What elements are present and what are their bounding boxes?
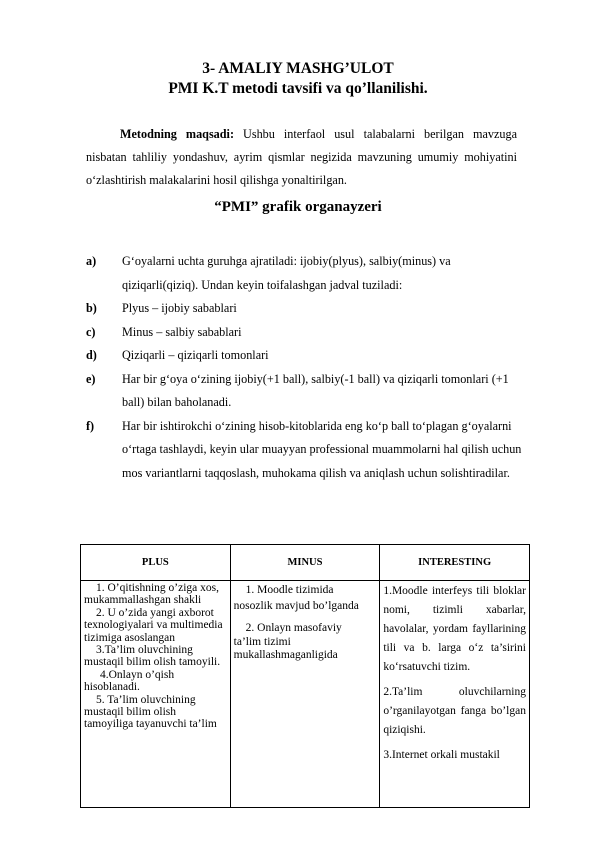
section-heading: “PMI” grafik organayzeri (214, 199, 382, 215)
list-item (86, 321, 526, 345)
plus-header: PLUS (81, 545, 231, 581)
list-marker: b) (86, 301, 97, 315)
page-subtitle: PMI K.T metodi tavsifi va qo’llanilishi. (168, 80, 428, 97)
list-marker: e) (86, 371, 96, 386)
list-item (86, 250, 526, 297)
interesting-header: INTERESTING (380, 545, 530, 581)
plus-item-1: 1. O’qitishning o’ziga xos, (96, 582, 219, 594)
plus-cell (81, 581, 231, 808)
steps-list (86, 250, 526, 485)
plus-item-3: 3.Ta’lim oluvchining (96, 644, 193, 657)
plus-item-4-cont: hisoblanadi. (84, 681, 140, 694)
list-item (86, 415, 526, 486)
list-marker: d) (86, 348, 97, 362)
list-text: Qiziqarli – qiziqarli tomonlari (122, 348, 269, 362)
list-item (86, 344, 526, 368)
table-row (81, 581, 530, 808)
plus-item-5-cont: mustaqil bilim olish tamoyiliga tayanuvchi ta’lim (84, 706, 217, 731)
list-text: Har bir ishtirokchi o‘zining hisob-kitoblarida eng ko‘p ball to‘plagan g‘oyalarni o‘rtaga tashlaydi, keyin ular muayyan professional muammolarni hal qilish uchun mos variantlarni taqqoslash, muhokama qilish va aniqlash uchun solishtiradilar. (122, 418, 522, 480)
interesting-item-3: 3.Internet orkali mustakil (383, 749, 500, 761)
intro-lead: Metodning maqsadi: (120, 127, 234, 141)
page-title: 3- AMALIY MASHG’ULOT (202, 60, 394, 77)
plus-item-2-cont: texnologiyalari va multimedia tizimiga asoslangan (84, 619, 223, 644)
list-marker: c) (86, 324, 96, 339)
list-marker: f) (86, 418, 95, 433)
list-item (86, 368, 526, 415)
plus-item-3-cont: mustaqil bilim olish tamoyili. (84, 656, 221, 669)
plus-item-5: 5. Ta’lim oluvchining (96, 693, 196, 706)
minus-item-1-cont: nosozlik mavjud bo’lganda (233, 600, 359, 612)
interesting-cell (380, 581, 530, 808)
minus-item-2-cont: ta’lim tizimi mukallashmaganligida (233, 636, 338, 661)
interesting-item-1: 1.Moodle interfeys tili bloklar nomi, tizimli xabarlar, havolalar, yordam fayllarining tili va b. larga o‘z ta’sirini ko‘rsatuvchi tizim. (383, 585, 526, 673)
list-text: G‘oyalarni uchta guruhga ajratiladi: ijobiy(plyus), salbiy(minus) va qiziqarli(qiziq). Undan keyin toifalashgan jadval tuziladi: (122, 254, 451, 292)
list-item (86, 297, 526, 321)
plus-item-4: 4.Onlayn o’qish (100, 668, 175, 681)
plus-item-2: 2. U o’zida yangi axborot (96, 606, 214, 619)
intro-paragraph (86, 123, 517, 192)
list-text: Minus – salbiy sabablari (122, 324, 242, 339)
pmi-table (80, 544, 530, 808)
plus-item-1-cont: mukammallashgan shakli (84, 594, 202, 607)
table-header-row (81, 545, 530, 581)
interesting-item-2: 2.Ta’lim oluvchilarning o’rganilayotgan fanga bo’lgan qiziqishi. (383, 686, 526, 736)
list-text: Plyus – ijobiy sabablari (122, 301, 237, 315)
list-marker: a) (86, 254, 97, 268)
list-text: Har bir g‘oya o‘zining ijobiy(+1 ball), salbiy(-1 ball) va qiziqarli tomonlari (+1 ball) bilan baholanadi. (122, 371, 509, 409)
minus-cell (230, 581, 380, 808)
intro-text: Ushbu interfaol usul talabalarni berilgan mavzuga nisbatan tahliliy yondashuv, ayrim qismlar negizida mavzuning umumiy mohiyatini o‘zlashtirish malakalarini hosil qilishga yonaltirilgan. (86, 127, 517, 187)
minus-item-1: 1. Moodle tizimida (245, 584, 334, 596)
minus-item-2: 2. Onlayn masofaviy (245, 622, 342, 634)
minus-header: MINUS (230, 545, 380, 581)
